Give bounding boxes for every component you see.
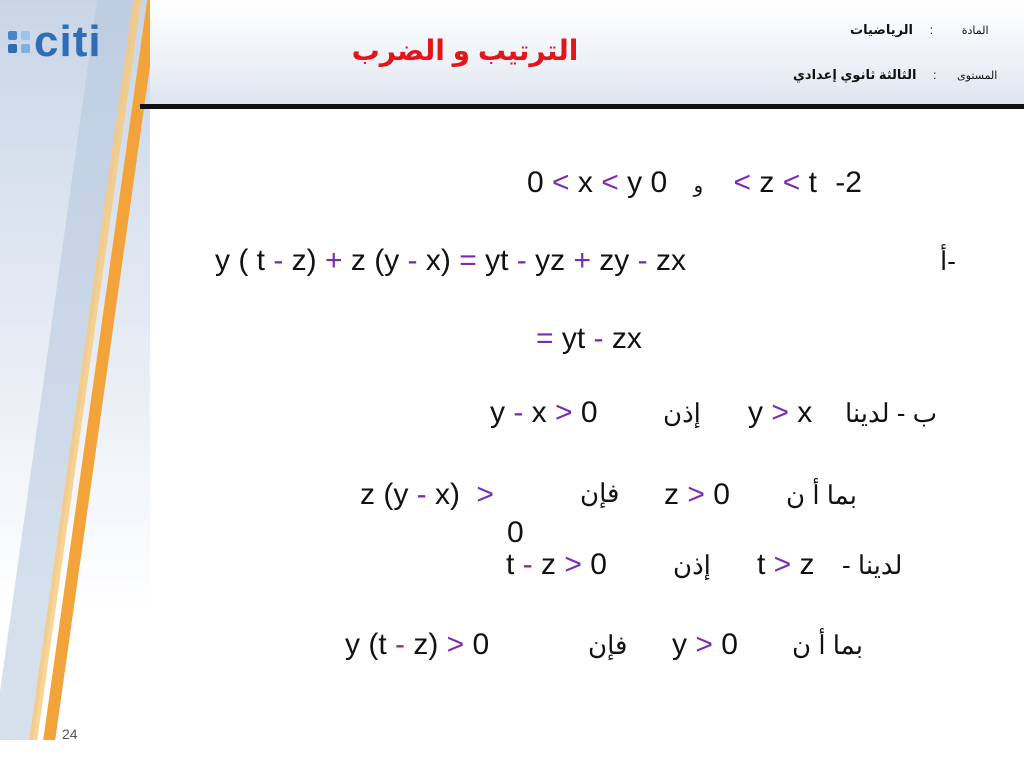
line-5-zero: 0 — [507, 516, 524, 549]
slide-number: 24 — [62, 726, 78, 742]
line-6-then: إذن — [673, 550, 711, 580]
line-2-label: أ- — [940, 246, 956, 276]
line-2: y ( t - z) + z (y - x) = yt - yz + zy - zx — [215, 244, 686, 277]
line-7: y (t - z) > 0 — [345, 628, 490, 661]
level-label: المستوى — [957, 70, 998, 82]
line-4-then: إذن — [663, 398, 701, 428]
logo-dots-icon — [8, 31, 30, 53]
line-6-cond: t > z — [757, 548, 815, 581]
line-6: t - z > 0 — [506, 548, 607, 581]
line-6-label: - لدينا — [842, 550, 903, 580]
line-4-cond: y > x — [748, 396, 813, 429]
line-5: z (y - x) > — [360, 478, 494, 511]
subject-value: الرياضيات — [850, 22, 914, 37]
level-value: الثالثة ثانوي إعدادي — [793, 67, 917, 82]
subject-row — [850, 22, 989, 38]
level-row — [793, 67, 997, 83]
subject-label: المادة — [961, 25, 989, 37]
header-divider — [140, 104, 1024, 109]
logo-text: citi — [34, 17, 102, 66]
citi-logo — [8, 17, 102, 66]
line-7-since: بما أ ن — [792, 630, 863, 660]
line-1: 0 < x < y و 0 < z < t -2 — [527, 166, 862, 199]
subject-colon: : — [929, 23, 934, 37]
line-4: y - x > 0 — [490, 396, 598, 429]
line-3: = yt - zx — [536, 322, 642, 355]
line-5-cond: z > 0 — [664, 478, 730, 511]
line-7-then: فإن — [588, 630, 628, 660]
line-5-then: فإن — [580, 478, 620, 508]
slide-title: الترتيب و الضرب — [351, 35, 579, 66]
level-colon: : — [933, 68, 937, 82]
line-7-cond: y > 0 — [672, 628, 738, 661]
line-4-label: ب - لدينا — [845, 398, 938, 428]
line-5-since: بما أ ن — [786, 480, 857, 510]
